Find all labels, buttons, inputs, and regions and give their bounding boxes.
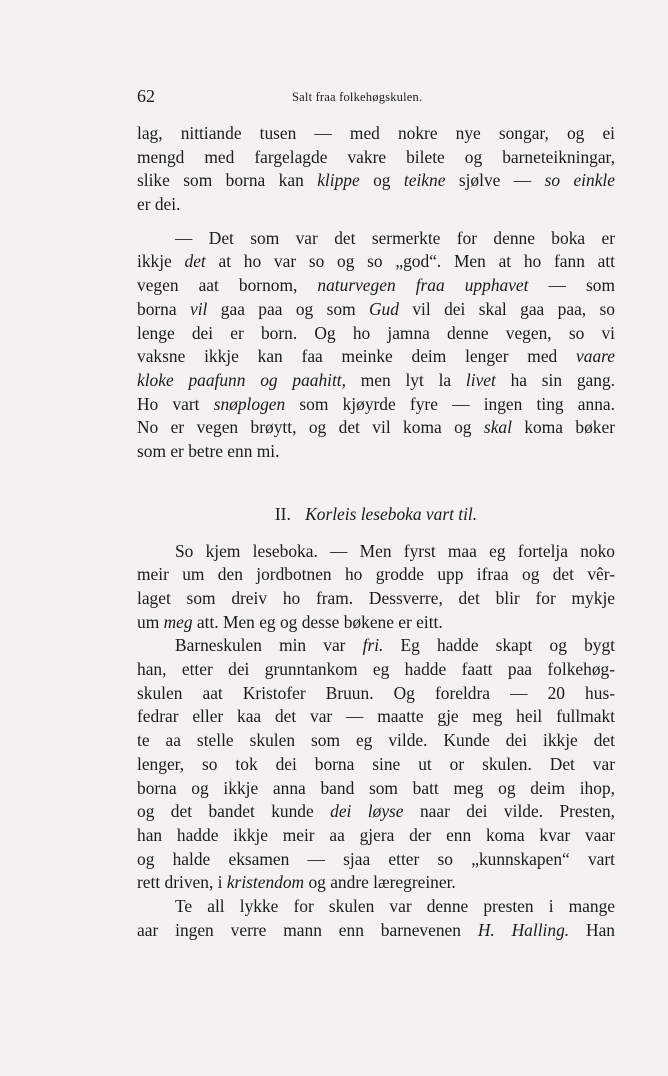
text-line: kloke paafunn og paahitt, men lyt la livet ha sin gang. [137,369,615,390]
text-line: skulen aat Kristofer Bruun. Og foreldra — 20 hus- [137,682,615,703]
text-block-section [137,540,615,943]
text-line: borna vil gaa paa og som Gud vil dei skal gaa paa, so [137,298,615,319]
text-line: No er vegen brøytt, og det vil koma og skal koma bøker [137,417,615,438]
paragraph [137,634,615,895]
text-line: han hadde ikkje meir aa gjera der enn koma kvar vaar [137,824,615,845]
text-line: han, etter dei grunntankom eg hadde faatt paa folkehøg- [137,659,615,680]
text-line: laget som dreiv ho fram. Dessverre, det blir for mykje [137,588,615,608]
text-line: lag, nittiande tusen — med nokre nye songar, og ei [137,123,615,143]
section-title: Korleis leseboka vart til. [305,503,478,524]
section-heading [137,502,615,526]
text-block-intro [137,122,615,464]
text-line: som er betre enn mi. [137,440,280,461]
text-line: borna og ikkje anna band som batt meg og deim ihop, [137,777,615,798]
text-line: um meg att. Men eg og desse bøkene er eitt. [137,611,443,632]
text-line: ikkje det at ho var so og so „god“. Men at ho fann att [137,251,616,272]
text-line: og det bandet kunde dei løyse naar dei vilde. Presten, [137,801,615,822]
text-line: og halde eksamen — sjaa etter so „kunnskapen“ vart [137,848,615,869]
text-line: rett driven, i kristendom og andre læregreiner. [137,872,456,893]
running-head: Salt fraa folkehøgskulen. [292,90,423,104]
text-line: So kjem leseboka. — Men fyrst maa eg fortelja noko [175,540,615,561]
text-line: fedrar eller kaa det var — maatte gje meg heil fullmakt [137,706,615,727]
section-number: II. [274,503,291,524]
text-line: Te all lykke for skulen var denne presten i mange [175,895,615,916]
text-line: lenge dei er born. Og ho jamna denne vegen, so vi [137,322,615,343]
text-line: er dei. [137,194,181,215]
page-header [137,86,617,110]
text-line: mengd med fargelagde vakre bilete og barneteikningar, [137,146,615,167]
paragraph [137,895,615,942]
text-line: — Det som var det sermerkte for denne boka er [175,227,615,248]
text-line: te aa stelle skulen som eg vilde. Kunde dei ikkje det [137,730,615,751]
text-line: vegen aat bornom, naturvegen fraa upphavet — som [137,275,615,296]
text-line: Ho vart snøplogen som kjøyrde fyre — ingen ting anna. [137,393,615,414]
text-line: slike som borna kan klippe og teikne sjølve — so einkle [137,170,615,191]
text-line: meir um den jordbotnen ho grodde upp ifraa og det vêr- [137,564,615,585]
text-line: Barneskulen min var fri. Eg hadde skapt og bygt [175,635,615,656]
text-line: aar ingen verre mann enn barnevenen H. Halling. Han [137,919,615,940]
paragraph [137,122,615,217]
page-number: 62 [137,86,155,106]
paragraph [137,227,615,464]
text-line: vaksne ikkje kan faa meinke deim lenger med vaare [137,346,615,367]
text-line: lenger, so tok dei borna sine ut or skulen. Det var [137,753,615,774]
page-body [137,122,615,942]
paragraph [137,540,615,635]
